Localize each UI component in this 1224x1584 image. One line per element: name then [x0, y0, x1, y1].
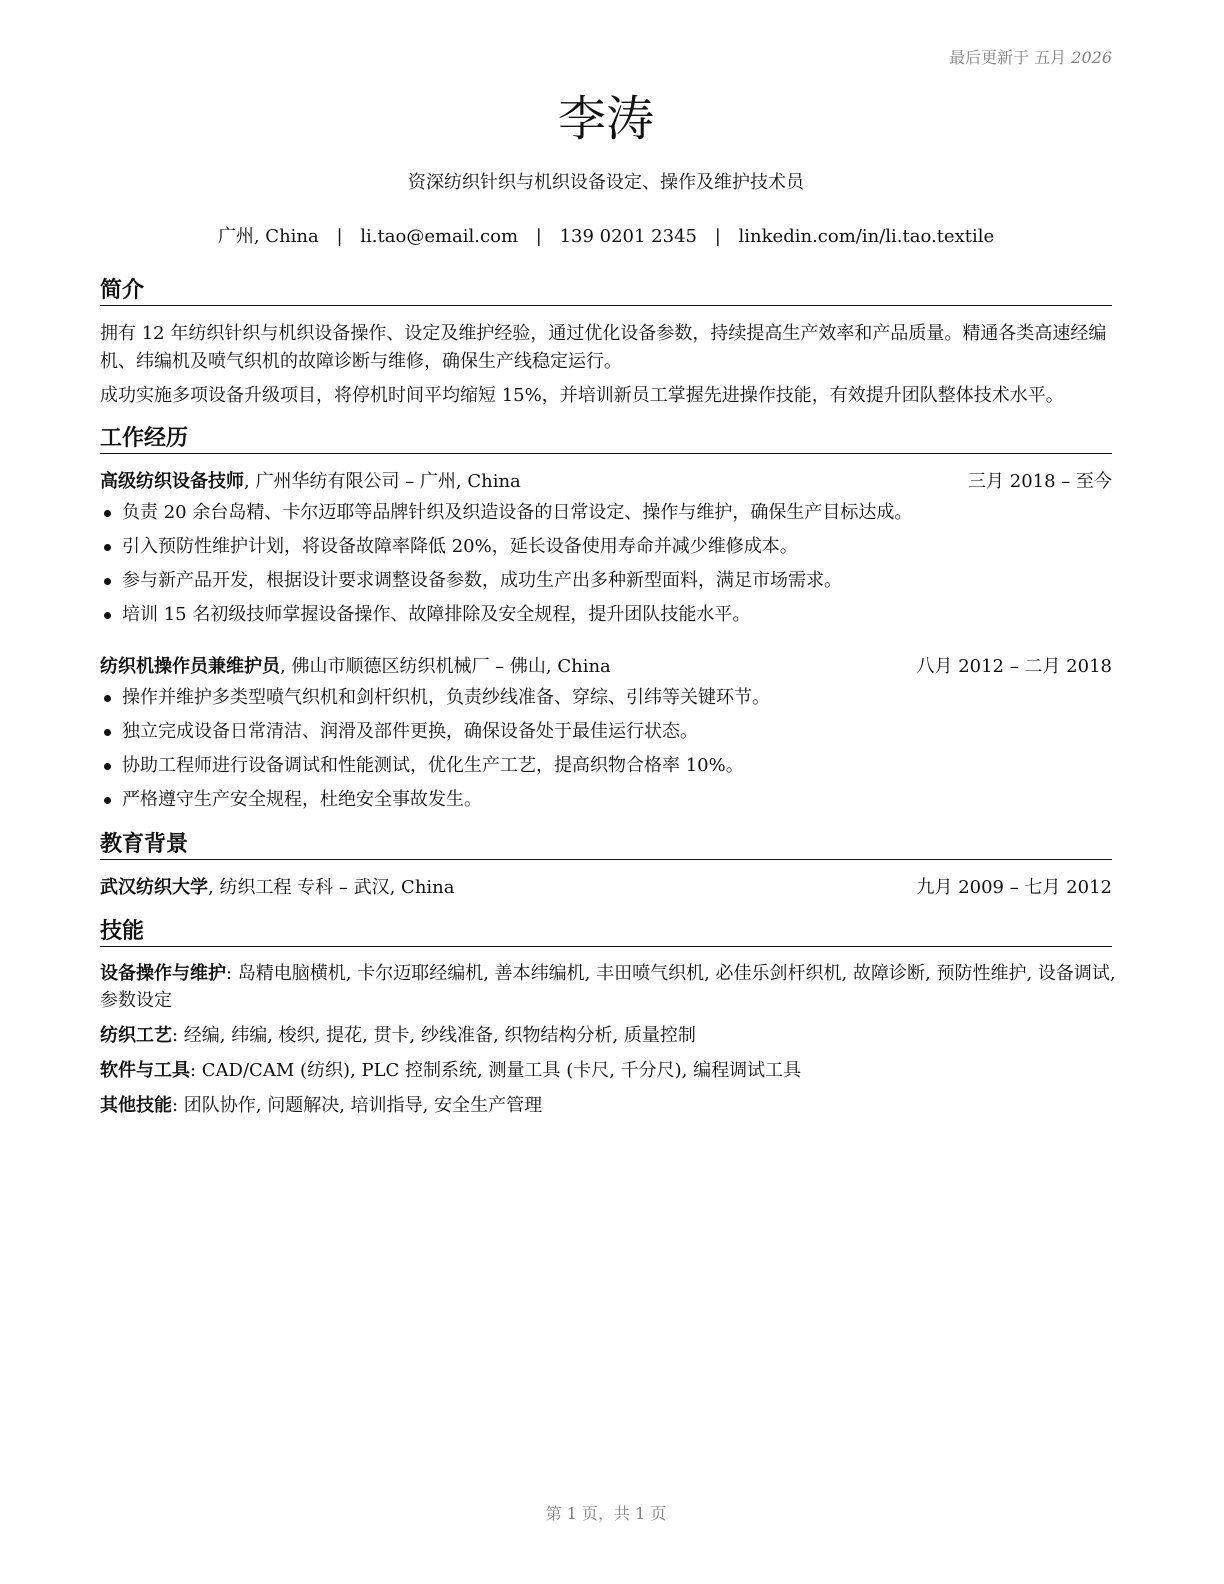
section-title-experience: 工作经历	[100, 425, 1112, 454]
education-school: 武汉纺织大学	[100, 877, 208, 898]
skill-value: : 经编, 纬编, 梭织, 提花, 贯卡, 纱线准备, 织物结构分析, 质量控制	[172, 1025, 696, 1046]
skill-value: : 岛精电脑横机, 卡尔迈耶经编机, 善本纬编机, 丰田喷气织机, 必佳乐剑杆织机, 故障诊断, 预防性维护, 设备调试, 参数设定	[100, 963, 1116, 1011]
last-updated-year: 2026	[1071, 48, 1112, 67]
job-role: 高级纺织设备技师	[100, 471, 244, 492]
job-header	[100, 470, 1112, 494]
skill-item	[100, 1022, 1116, 1049]
skill-label: 其他技能	[100, 1095, 172, 1116]
contact-separator: |	[336, 226, 343, 247]
education-entry	[100, 876, 1112, 900]
resume-page	[100, 0, 1116, 1584]
summary-paragraph-1: 拥有 12 年纺织针织与机织设备操作、设定及维护经验，通过优化设备参数，持续提高生产效率和产品质量。精通各类高速经编机、纬编机及喷气织机的故障诊断与维修，确保生产线稳定运行。	[100, 323, 1107, 372]
skill-item	[100, 1057, 1116, 1084]
contact-separator: |	[535, 226, 542, 247]
contact-linkedin-link[interactable]: linkedin.com/in/li.tao.textile	[738, 226, 995, 247]
summary-paragraph-2: 成功实施多项设备升级项目，将停机时间平均缩短 15%，并培训新员工掌握先进操作技能，有效提升团队整体技术水平。	[100, 385, 1064, 406]
section-title-education: 教育背景	[100, 831, 1112, 860]
skill-item	[100, 1092, 1116, 1119]
candidate-title: 资深纺织针织与机织设备设定、操作及维护技术员	[408, 172, 804, 193]
list-item: 培训 15 名初级技师掌握设备操作、故障排除及安全规程，提升团队技能水平。	[100, 598, 1112, 632]
education-detail: , 纺织工程 专科 – 武汉, China	[208, 877, 455, 898]
job-role: 纺织机操作员兼维护员	[100, 656, 280, 677]
section-title-skills: 技能	[100, 918, 1112, 947]
job-header	[100, 655, 1112, 679]
contact-phone-link[interactable]: 139 0201 2345	[559, 226, 697, 247]
skill-label: 设备操作与维护	[100, 963, 226, 984]
page-number: 第 1 页，共 1 页	[545, 1504, 667, 1523]
skill-value: : 团队协作, 问题解决, 培训指导, 安全生产管理	[172, 1095, 543, 1116]
list-item: 操作并维护多类型喷气织机和剑杆织机，负责纱线准备、穿综、引纬等关键环节。	[100, 681, 1112, 715]
list-item: 参与新产品开发，根据设计要求调整设备参数，成功生产出多种新型面料，满足市场需求。	[100, 564, 1112, 598]
job-org: , 广州华纺有限公司 – 广州, China	[244, 471, 521, 492]
contact-email-link[interactable]: li.tao@email.com	[360, 226, 519, 247]
skills-list	[100, 960, 1116, 1127]
job-bullets	[100, 681, 1112, 817]
skill-item	[100, 960, 1116, 1014]
list-item: 协助工程师进行设备调试和性能测试，优化生产工艺，提高织物合格率 10%。	[100, 749, 1112, 783]
contact-separator: |	[714, 226, 721, 247]
list-item: 负责 20 余台岛精、卡尔迈耶等品牌针织及织造设备的日常设定、操作与维护，确保生产目标达成。	[100, 496, 1112, 530]
skill-value: : CAD/CAM (纺织), PLC 控制系统, 测量工具 (卡尺, 千分尺), 编程调试工具	[190, 1060, 802, 1081]
education-dates: 九月 2009 – 七月 2012	[916, 877, 1112, 898]
contact-line	[100, 225, 1112, 249]
skill-label: 软件与工具	[100, 1060, 190, 1081]
job-org: , 佛山市顺德区纺织机械厂 – 佛山, China	[280, 656, 611, 677]
section-title-summary: 简介	[100, 277, 1112, 306]
list-item: 引入预防性维护计划，将设备故障率降低 20%，延长设备使用寿命并减少维修成本。	[100, 530, 1112, 564]
job-bullets	[100, 496, 1112, 632]
job-dates: 八月 2012 – 二月 2018	[916, 656, 1112, 677]
list-item: 独立完成设备日常清洁、润滑及部件更换，确保设备处于最佳运行状态。	[100, 715, 1112, 749]
job-dates: 三月 2018 – 至今	[968, 471, 1112, 492]
last-updated-label: 最后更新于 五月	[949, 48, 1067, 67]
contact-location: 广州, China	[217, 226, 319, 247]
list-item: 严格遵守生产安全规程，杜绝安全事故发生。	[100, 783, 1112, 817]
last-updated	[949, 45, 1112, 68]
candidate-name: 李涛	[557, 91, 654, 147]
skill-label: 纺织工艺	[100, 1025, 172, 1046]
